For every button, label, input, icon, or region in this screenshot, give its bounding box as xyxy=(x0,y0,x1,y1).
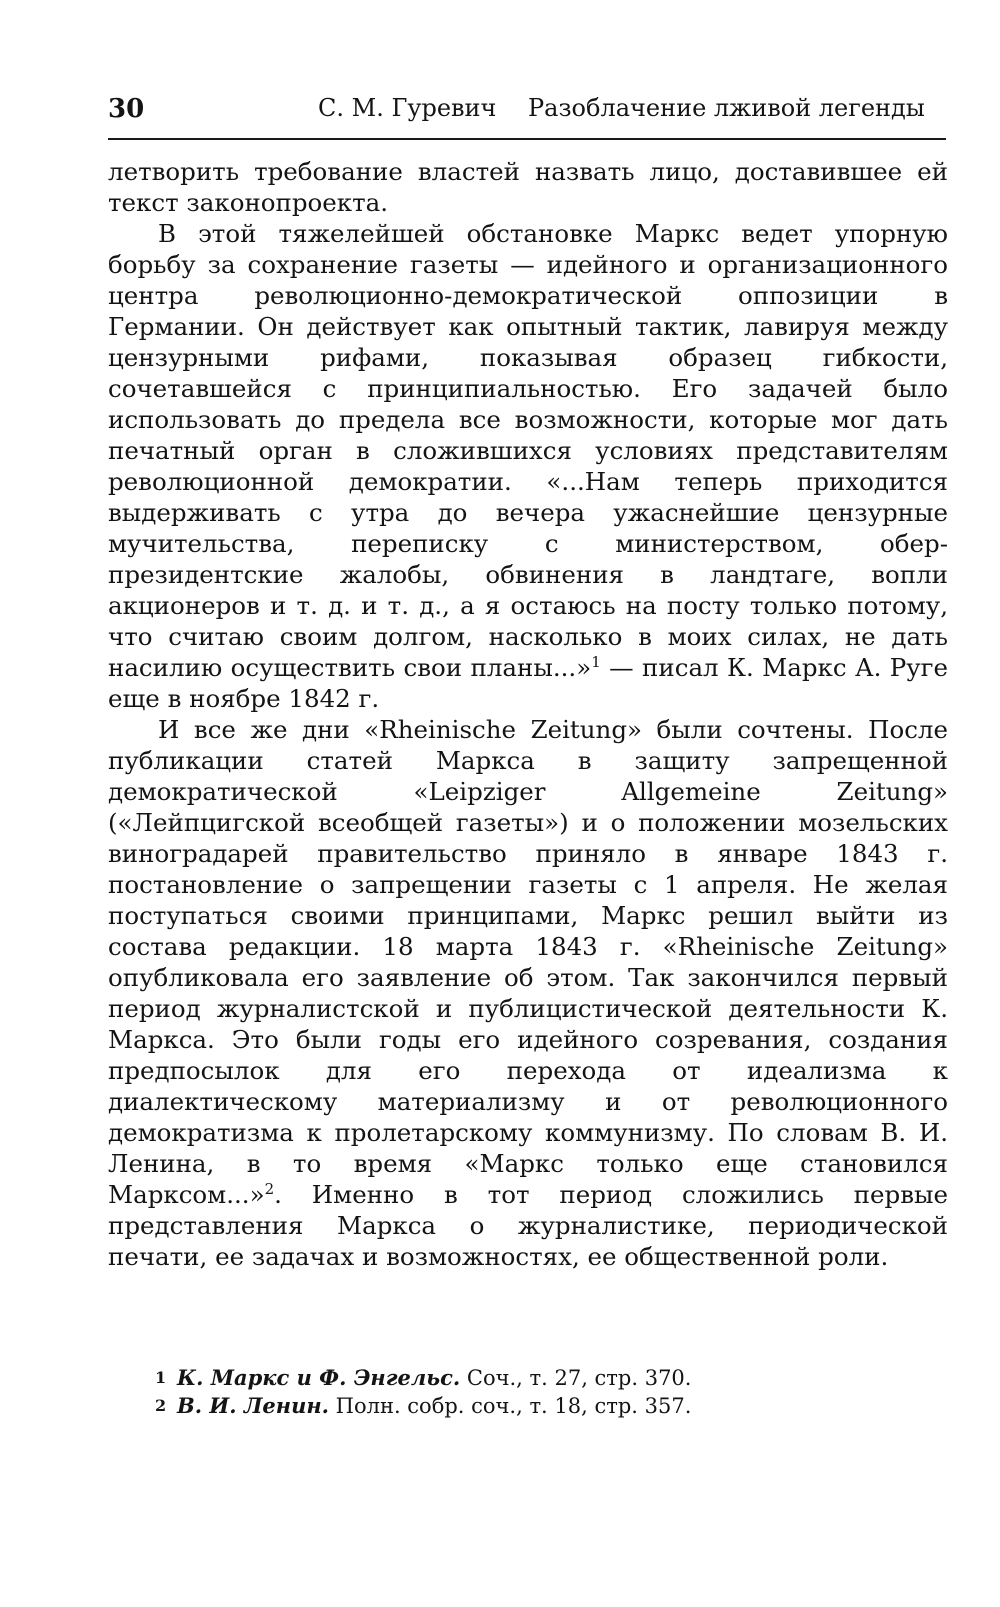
paragraph-rheinische-tail: . Именно в тот период сложились первые представления Маркса о журналистике, периодической печати, ее задачах и возможностях, ее общественной роли. xyxy=(108,1180,948,1271)
footnote-mark: 2 xyxy=(155,1396,167,1415)
running-title: Разоблачение лживой легенды xyxy=(528,94,925,122)
paragraph-struggle-text: В этой тяжелейшей обстановке Маркс ведет упорную борьбу за сохранение газеты — идейного и организационного центра революционно-демократической оппозиции в Германии. Он действует как опытный тактик, лавируя между цензурными рифами, показывая образец гибкости, сочетавшейся с принципиальностью. Его задачей было использовать до предела все возможности, которые мог дать печатный орган в сложившихся условиях представителям революционной демократии. «...Нам теперь приходится выдерживать с утра до вечера ужаснейшие цензурные мучительства, переписку с министерством, обер-президентские жалобы, обвинения в ландтаге, вопли акционеров и т. д. и т. д., а я остаюсь на посту только потому, что считаю своим долгом, насколько в моих силах, не дать насилию осуществить свои планы...» xyxy=(108,219,948,682)
footnote-ref-1: 1 xyxy=(591,652,601,671)
footnote-text: Соч., т. 27, стр. 370. xyxy=(460,1366,692,1390)
paragraph-continuation: летворить требование властей назвать лицо, доставившее ей текст законопроекта. xyxy=(108,157,948,217)
footnote xyxy=(155,1392,915,1420)
footnotes xyxy=(155,1364,915,1420)
paragraph-rheinische-text: И все же дни «Rheinische Zeitung» были сочтены. После публикации статей Маркса в защиту запрещенной демократической «Leipziger Allgemeine Zeitung» («Лейпцигской всеобщей газеты») и о положении мозельских виноградарей правительство приняло в январе 1843 г. постановление о запрещении газеты с 1 апреля. Не желая поступаться своими принципами, Маркс решил выйти из состава редакции. 18 марта 1843 г. «Rheinische Zeitung» опубликовала его заявление об этом. Так закончился первый период журналистской и публицистической деятельности К. Маркса. Это были годы его идейного созревания, создания предпосылок для его перехода от идеализма к диалектическому материализму и от революционного демократизма к пролетарскому коммунизму. По словам В. И. Ленина, в то время «Маркс только еще становился Марксом...» xyxy=(108,715,948,1209)
paragraph-struggle-tail: — писал К. Маркс А. Руге еще в ноябре 1842 г. xyxy=(108,653,948,713)
footnote xyxy=(155,1364,915,1392)
running-author: С. М. Гуревич xyxy=(318,94,497,122)
body-text xyxy=(108,156,948,1272)
paragraph-rheinische-zeitung xyxy=(108,714,948,1272)
page-number: 30 xyxy=(108,94,145,124)
footnote-author: В. И. Ленин. xyxy=(177,1393,329,1418)
running-header xyxy=(108,92,946,140)
footnote-ref-2: 2 xyxy=(264,1179,275,1198)
footnote-text: Полн. собр. соч., т. 18, стр. 357. xyxy=(328,1394,692,1418)
footnote-author: К. Маркс и Ф. Энгельс. xyxy=(177,1365,461,1390)
paragraph-struggle xyxy=(108,218,948,714)
footnote-mark: 1 xyxy=(155,1368,167,1387)
